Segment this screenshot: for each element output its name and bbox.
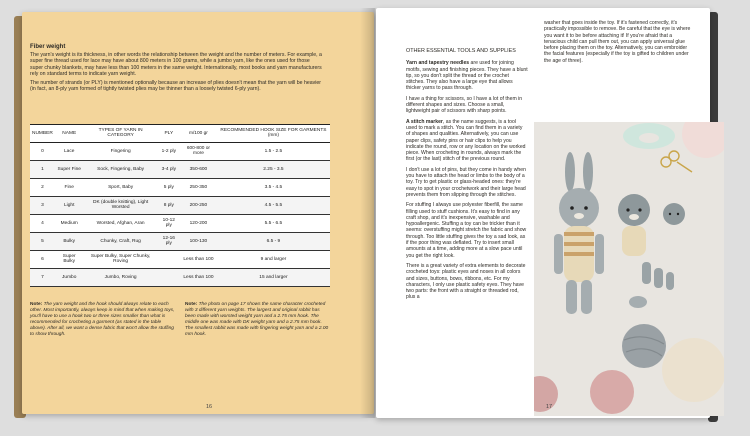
yarn-weight-table bbox=[30, 124, 330, 287]
intro-paragraph: The number of strands (or PLY) is mentioned optionally because an increase of plies doesn't mean that the yarn will be heavier (in fact, an 8-ply yarn formed of tightly twisted plies may be thinner than a loosely twisted 6-ply yarn). bbox=[30, 80, 321, 93]
table-cell bbox=[158, 268, 180, 286]
table-cell: Medium bbox=[55, 214, 84, 232]
table-cell: 5 bbox=[30, 232, 55, 250]
table-cell: 120-200 bbox=[180, 214, 217, 232]
page-number-right: 17 bbox=[546, 404, 553, 410]
table-cell: 3-4 ply bbox=[158, 160, 180, 178]
column-1-paragraph bbox=[406, 202, 528, 259]
table-cell: 5.5 - 6.5 bbox=[217, 214, 330, 232]
column-1-paragraphs bbox=[406, 60, 528, 300]
table-cell: Light bbox=[55, 196, 84, 214]
table-cell: 4.5 - 5.5 bbox=[217, 196, 330, 214]
note-label: Note: bbox=[30, 302, 43, 307]
paragraph-text: are used for joining motifs, sewing and finishing pieces. They have a blunt tip, so you don't split the thread or the crochet stitches. They also have a large eye that allows thicker yarns to pass through. bbox=[406, 60, 528, 92]
table-cell: 0 bbox=[30, 142, 55, 160]
table-cell: 600-800 or more bbox=[180, 142, 217, 160]
table-body bbox=[30, 142, 330, 286]
table-cell: 8 ply bbox=[158, 196, 180, 214]
table-cell: 250-350 bbox=[180, 178, 217, 196]
bold-term: A stitch marker bbox=[406, 118, 443, 125]
table-cell: Super Fine bbox=[55, 160, 84, 178]
right-page-column-1 bbox=[406, 48, 528, 305]
section-heading: Fiber weight bbox=[30, 44, 66, 50]
table-cell: 1-2 ply bbox=[158, 142, 180, 160]
table-cell: 6.5 - 9 bbox=[217, 232, 330, 250]
table-cell: Sport, Baby bbox=[84, 178, 158, 196]
table-cell: Bulky bbox=[55, 232, 84, 250]
table-cell: 6 bbox=[30, 250, 55, 268]
paragraph-text: I don't use a lot of pins, but they come in handy when you have to attach the head or limbs to the body of a toy. Try to get plastic or glass-headed ones: they're easy to spot in your crochetwork and their large head prevents them from slipping through the stitches. bbox=[406, 166, 526, 198]
paragraph-text: There is a great variety of extra elements to decorate crocheted toys: plastic eyes and noses in all colors and sizes, buttons, bows, ribbons, etc. For my characters, I only use plastic safety eyes. They have two parts: the front with a straight or threaded rod, plus a bbox=[406, 262, 526, 301]
table-cell: 1 bbox=[30, 160, 55, 178]
column-header: m/100 gr bbox=[180, 125, 217, 143]
page-number-left: 16 bbox=[206, 404, 213, 410]
table-row bbox=[30, 160, 330, 178]
table-cell: Fine bbox=[55, 178, 84, 196]
table-cell: Lace bbox=[55, 142, 84, 160]
left-page-text bbox=[30, 44, 322, 95]
table-cell: Less than 100 bbox=[180, 250, 217, 268]
table-header-row bbox=[30, 125, 330, 143]
intro-paragraph: The yarn's weight is its thickness, in other words the relationship between the weight and the number of meters. For example, a super fine thread used for lace may have about 800 meters in 100 grams, while a jumbo yarn, like the ones used for those super chunky blankets, may have less than 100 meters in the same weight. Internationally, most books and yarn manufacturers rely on standard terms to indicate yarn weight. bbox=[30, 52, 322, 77]
note-label: Note: bbox=[185, 302, 198, 307]
table-cell: Chunky, Craft, Rug bbox=[84, 232, 158, 250]
column-header: PLY bbox=[158, 125, 180, 143]
table-row bbox=[30, 250, 330, 268]
column-header: NUMBER bbox=[30, 125, 55, 143]
amigurumi-illustration bbox=[534, 122, 724, 416]
note-text: The photo on page 17 shows the same character crocheted with 3 different yarn weights. The largest and original rabbit has been made with worsted weight yarn and a 2.75 mm hook. The middle one was made with DK weight yarn and a 2.75 mm hook. The smallest rabbit was made with fingering weight yarn and a 2.00 mm hook. bbox=[185, 302, 329, 337]
table-cell: 3.5 - 4.5 bbox=[217, 178, 330, 196]
table-row bbox=[30, 214, 330, 232]
table-cell: 350-600 bbox=[180, 160, 217, 178]
table-row bbox=[30, 196, 330, 214]
table-cell: Worsted, Afghan, Aran bbox=[84, 214, 158, 232]
note-text: The yarn weight and the hook should always relate to each other. Most importantly, always keep in mind that when making toys, you'll have to use a hook two or three sizes smaller than what is recommended for crocheting a garment (as stated in the table above). After all, we want a dense fabric that won't allow the stuffing to show through. bbox=[30, 302, 175, 337]
table-cell: Fingering bbox=[84, 142, 158, 160]
column-1-paragraph bbox=[406, 167, 528, 198]
table-cell: 9 and larger bbox=[217, 250, 330, 268]
column-2-paragraph: washer that goes inside the toy. If it's fastened correctly, it's practically impossible to remove. Be careful that the eye is where you want it to be before attaching it! If you're afraid that a tenacious child can pull them out, you can apply universal glue before placing them on the toy. Alternatively, you can embroider the facial features (especially if the toy is gifted to children under the age of three). bbox=[544, 20, 691, 64]
table-cell: Jumbo, Roving bbox=[84, 268, 158, 286]
table-row bbox=[30, 142, 330, 160]
table-cell: Super Bulky, Super Chunky, Roving bbox=[84, 250, 158, 268]
table-cell: 15 and larger bbox=[217, 268, 330, 286]
right-page-column-2 bbox=[544, 20, 694, 68]
notes-section bbox=[30, 302, 330, 338]
column-header: RECOMMENDED HOOK SIZE FOR GARMENTS (mm) bbox=[217, 125, 330, 143]
bold-term: Yarn and tapestry needles bbox=[406, 60, 470, 67]
table-cell: Less than 100 bbox=[180, 268, 217, 286]
table-cell: 10-12 ply bbox=[158, 214, 180, 232]
note-photo bbox=[185, 302, 330, 338]
table-cell: Super Bulky bbox=[55, 250, 84, 268]
column-1-paragraph bbox=[406, 263, 528, 301]
table-cell: 100-130 bbox=[180, 232, 217, 250]
table-cell: 12-16 ply bbox=[158, 232, 180, 250]
table-cell: 1.5 - 2.5 bbox=[217, 142, 330, 160]
table-row bbox=[30, 178, 330, 196]
table-row bbox=[30, 232, 330, 250]
column-1-paragraph bbox=[406, 96, 528, 115]
note-yarn-hook bbox=[30, 302, 175, 338]
table-cell: DK (double knitting), Light Worsted bbox=[84, 196, 158, 214]
column-header: NAME bbox=[55, 125, 84, 143]
paragraph-text: , as the name suggests, is a tool used to mark a stitch. You can find them in a variety of shapes and qualities. Alternatively, you can use paper clips, safety pins or hair clips to help you indicate the round, row or any location on the worked piece. When crocheting in rounds, always mark the first (or the last) stitch of the previous round. bbox=[406, 118, 526, 163]
table-cell: 5 ply bbox=[158, 178, 180, 196]
table-cell: Jumbo bbox=[55, 268, 84, 286]
table-cell: 7 bbox=[30, 268, 55, 286]
table-cell: Sock, Fingering, Baby bbox=[84, 160, 158, 178]
table-cell: 200-250 bbox=[180, 196, 217, 214]
table-cell: 2 bbox=[30, 178, 55, 196]
column-1-paragraph bbox=[406, 60, 528, 91]
column-header: TYPES OF YARN IN CATEGORY bbox=[84, 125, 158, 143]
paragraph-text: For stuffing I always use polyester fiberfill, the same filling used to stuff cushions. It's easy to find in any craft shop, and it's inexpensive, washable and hypoallergenic. Stuffing a toy can be trickier than it seems: overstuffing might stretch the fabric and show through. Too little stuffing gives the toy a sad look, as if the poor thing was deflated. Try to insert small amounts at a time, adding more at a slow pace until you get the right look. bbox=[406, 202, 527, 259]
table-row bbox=[30, 268, 330, 286]
table-cell: 4 bbox=[30, 214, 55, 232]
paragraph-text: I have a thing for scissors, so I have a lot of them in different shapes and sizes. Choose a small, lightweight pair of scissors with sharp points. bbox=[406, 95, 523, 115]
column-1-paragraph bbox=[406, 119, 528, 163]
right-heading: OTHER ESSENTIAL TOOLS AND SUPPLIES bbox=[406, 48, 516, 54]
amigurumi-photo bbox=[534, 122, 724, 416]
table-cell: 2.25 - 3.5 bbox=[217, 160, 330, 178]
table-cell bbox=[158, 250, 180, 268]
table-cell: 3 bbox=[30, 196, 55, 214]
